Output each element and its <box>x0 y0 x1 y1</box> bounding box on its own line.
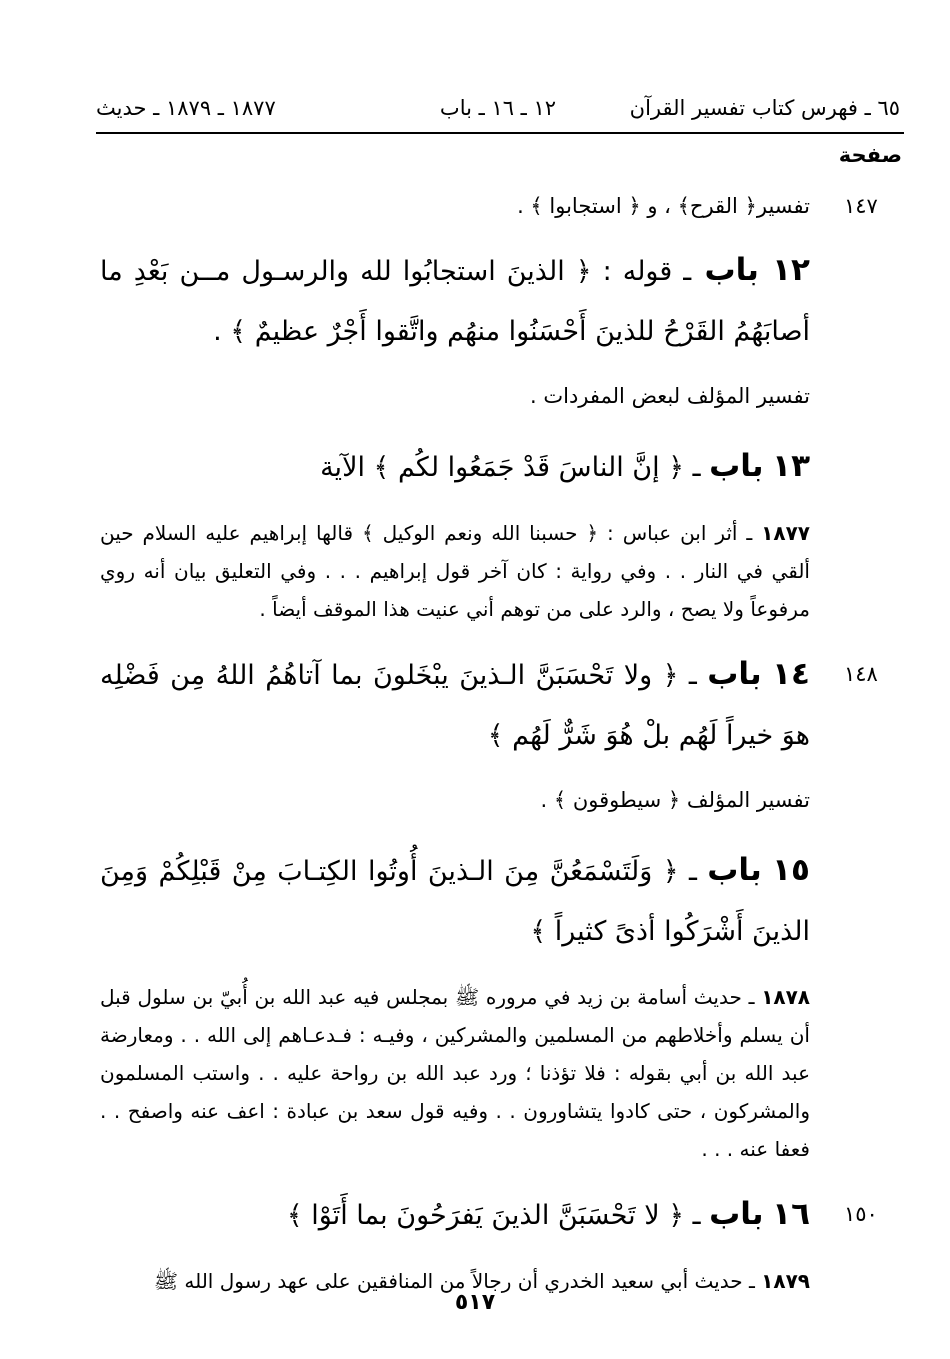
header-chapter-title: ٦٥ ـ فهرس كتاب تفسير القرآن <box>629 96 900 120</box>
header-rule <box>96 132 904 134</box>
bab-12-text: ـ قوله : ﴿ الذينَ استجابُوا لله والرسـول مــن بَعْدِ ما أصابَهُمُ القَرْحُ للذينَ أَحْسَنُوا منهُم واتَّقوا أَجْرٌ عظيمٌ ﴾ . <box>100 256 810 347</box>
entry-147-text: تفسير﴿ القرح﴾ ، و ﴿ استجابوا ﴾ . <box>517 194 810 218</box>
index-content <box>100 184 878 1316</box>
running-header <box>96 88 900 128</box>
hadith-1879-number: ١٨٧٩ <box>761 1269 810 1293</box>
bab-13-text: ـ ﴿ إنَّ الناسَ قَدْ جَمَعُوا لكُم ﴾ الآية <box>320 452 701 483</box>
hadith-1879-text: ـ حديث أبي سعيد الخدري أن رجالاً من المنافقين على عهد رسول الله ﷺ <box>153 1269 755 1293</box>
bab-15-heading <box>100 840 810 962</box>
bab-16-heading <box>100 1184 878 1246</box>
bab-12-note: تفسير المؤلف لبعض المفردات . <box>530 384 810 408</box>
bab-14-heading <box>100 644 878 766</box>
page-ref-148: ١٤٨ <box>844 662 878 686</box>
bab-13-number: ١٣ <box>772 448 810 484</box>
bab-15-number: ١٥ <box>772 852 810 888</box>
header-chapters-range: ١٢ ـ ١٦ ـ باب <box>439 96 557 120</box>
page-ref-147: ١٤٧ <box>844 194 878 218</box>
bab-16-text: ـ ﴿ لا تَحْسَبَنَّ الذينَ يَفرَحُونَ بما أَتَوْا ﴾ <box>286 1200 701 1231</box>
bab-13-heading <box>100 436 810 498</box>
bab-14-word: باب <box>707 656 762 692</box>
page-ref-150: ١٥٠ <box>844 1202 878 1226</box>
bab-13-word: باب <box>709 448 764 484</box>
hadith-1877 <box>100 514 810 628</box>
header-hadith-range: ١٨٧٧ ـ ١٨٧٩ ـ حديث <box>96 96 276 120</box>
bab-12-number: ١٢ <box>772 252 810 288</box>
bab-14-number: ١٤ <box>772 656 810 692</box>
hadith-1878-number: ١٨٧٨ <box>761 985 811 1009</box>
bab-14-text: ـ ﴿ ولا تَحْسَبَنَّ الـذينَ يبْخَلونَ بما آتاهُمُ اللهُ مِن فَضْلِه هوَ خيراً لَهُم بلْ هُوَ شَرٌّ لَهُم ﴾ <box>100 660 810 751</box>
entry-147 <box>100 184 878 228</box>
hadith-1877-number: ١٨٧٧ <box>761 521 810 545</box>
bab-12-heading <box>100 240 810 362</box>
hadith-1878 <box>100 978 810 1168</box>
bab-16-word: باب <box>709 1196 764 1232</box>
bab-14-note: تفسير المؤلف ﴿ سيطوقون ﴾ . <box>540 788 810 812</box>
hadith-1877-text: ـ أثر ابن عباس : ﴿ حسبنا الله ونعم الوكيل ﴾ قالها إبراهيم عليه السلام حين ألقي في النار . . وفي رواية : كان آخر قول إبراهيم . . . وفي التعليق بيان أنه روي مرفوعاً ولا يصح ، والرد على من توهم أني عنيت هذا الموقف أيضاً . <box>100 521 810 621</box>
hadith-1878-text: ـ حديث أسامة بن زيد في مروره ﷺ بمجلس فيه عبد الله بن أُبيّ بن سلول قبل أن يسلم وأخلاطهم من المسلمين والمشركين ، وفيـه : فـدعـاهم إلى الله . . ومعارضة عبد الله بن أبي بقوله : فلا تؤذنا ؛ ورد عبد الله بن رواحة عليه . . واستب المسلمون والمشركون ، حتى كادوا يتشاورون . . وفيه قول سعد بن عبادة : اعف عنه واصفح . . فعفا عنه . . . <box>100 985 810 1161</box>
page-number: ٥١٧ <box>454 1290 496 1315</box>
page-column-label: صفحة <box>838 143 902 167</box>
bab-12-word: باب <box>691 252 773 288</box>
bab-16-number: ١٦ <box>772 1196 810 1232</box>
bab-15-text: ـ ﴿ وَلَتَسْمَعُنَّ مِنَ الـذينَ أُوتُوا الكِتـابَ مِنْ قَبْلِكُمْ وَمِنَ الذينَ أَشْرَكُوا أذىً كثيراً ﴾ <box>100 856 810 947</box>
bab-15-word: باب <box>707 852 762 888</box>
